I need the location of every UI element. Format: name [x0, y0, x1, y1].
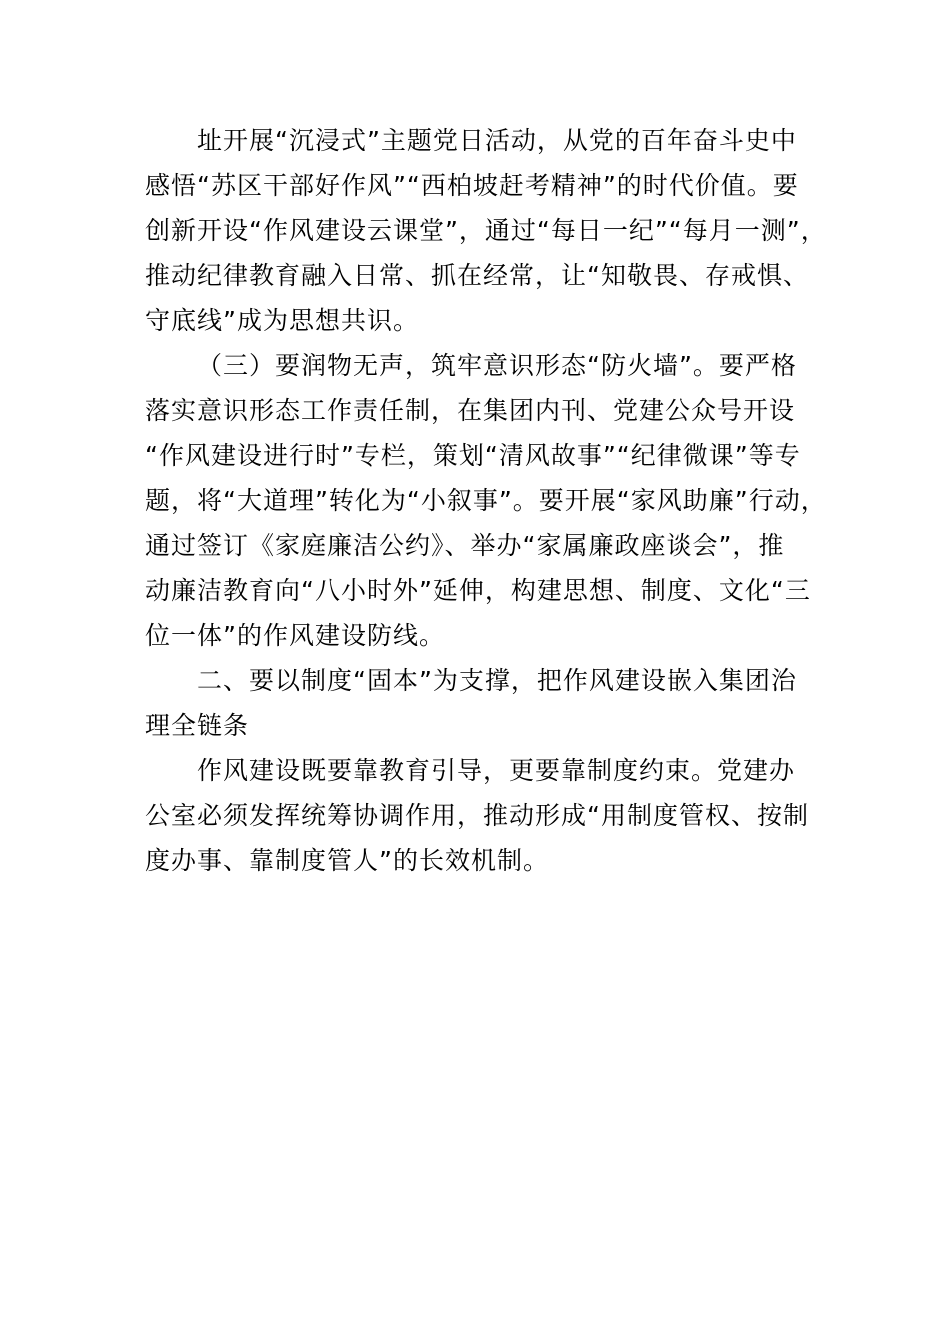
text-line: 址开展“沉浸式”主题党日活动，从党的百年奋斗史中: [145, 126, 797, 155]
section-heading-institution: [145, 658, 835, 748]
text-line: 通过签订《家庭廉洁公约》、举办“家属廉政座谈会”，推: [145, 531, 785, 560]
text-line: 位一体”的作风建设防线。: [145, 621, 445, 650]
paragraph-ideology-firewall: [145, 343, 835, 658]
paragraph-party-day-activities: [145, 118, 835, 343]
text-line: 公室必须发挥统筹协调作用，推动形成“用制度管权、按制: [145, 801, 809, 830]
text-line: “作风建设进行时”专栏，策划“清风故事”“纪律微课”等专: [145, 441, 801, 470]
text-line: 推动纪律教育融入日常、抓在经常，让“知敬畏、存戒惧、: [145, 261, 809, 290]
text-line: 落实意识形态工作责任制，在集团内刊、党建公众号开设: [145, 396, 796, 425]
text-line: （三）要润物无声，筑牢意识形态“防火墙”。要严格: [197, 351, 797, 380]
text-line: 动廉洁教育向“八小时外”延伸，构建思想、制度、文化“三: [145, 576, 811, 605]
text-line: 度办事、靠制度管人”的长效机制。: [145, 846, 549, 875]
paragraph-institution-constraint: [145, 748, 835, 883]
text-line: 感悟“苏区干部好作风”“西柏坡赶考精神”的时代价值。要: [145, 171, 799, 200]
text-line: 二、要以制度“固本”为支撑，把作风建设嵌入集团治: [197, 666, 797, 695]
text-line: 守底线”成为思想共识。: [145, 306, 419, 335]
text-line: 理全链条: [145, 711, 250, 740]
text-line: 题，将“大道理”转化为“小叙事”。要开展“家风助廉”行动，: [145, 486, 827, 515]
text-line: 作风建设既要靠教育引导，更要靠制度约束。党建办: [197, 756, 796, 785]
document-body: [145, 118, 835, 883]
text-line: 创新开设“作风建设云课堂”，通过“每日一纪”“每月一测”，: [145, 216, 827, 245]
